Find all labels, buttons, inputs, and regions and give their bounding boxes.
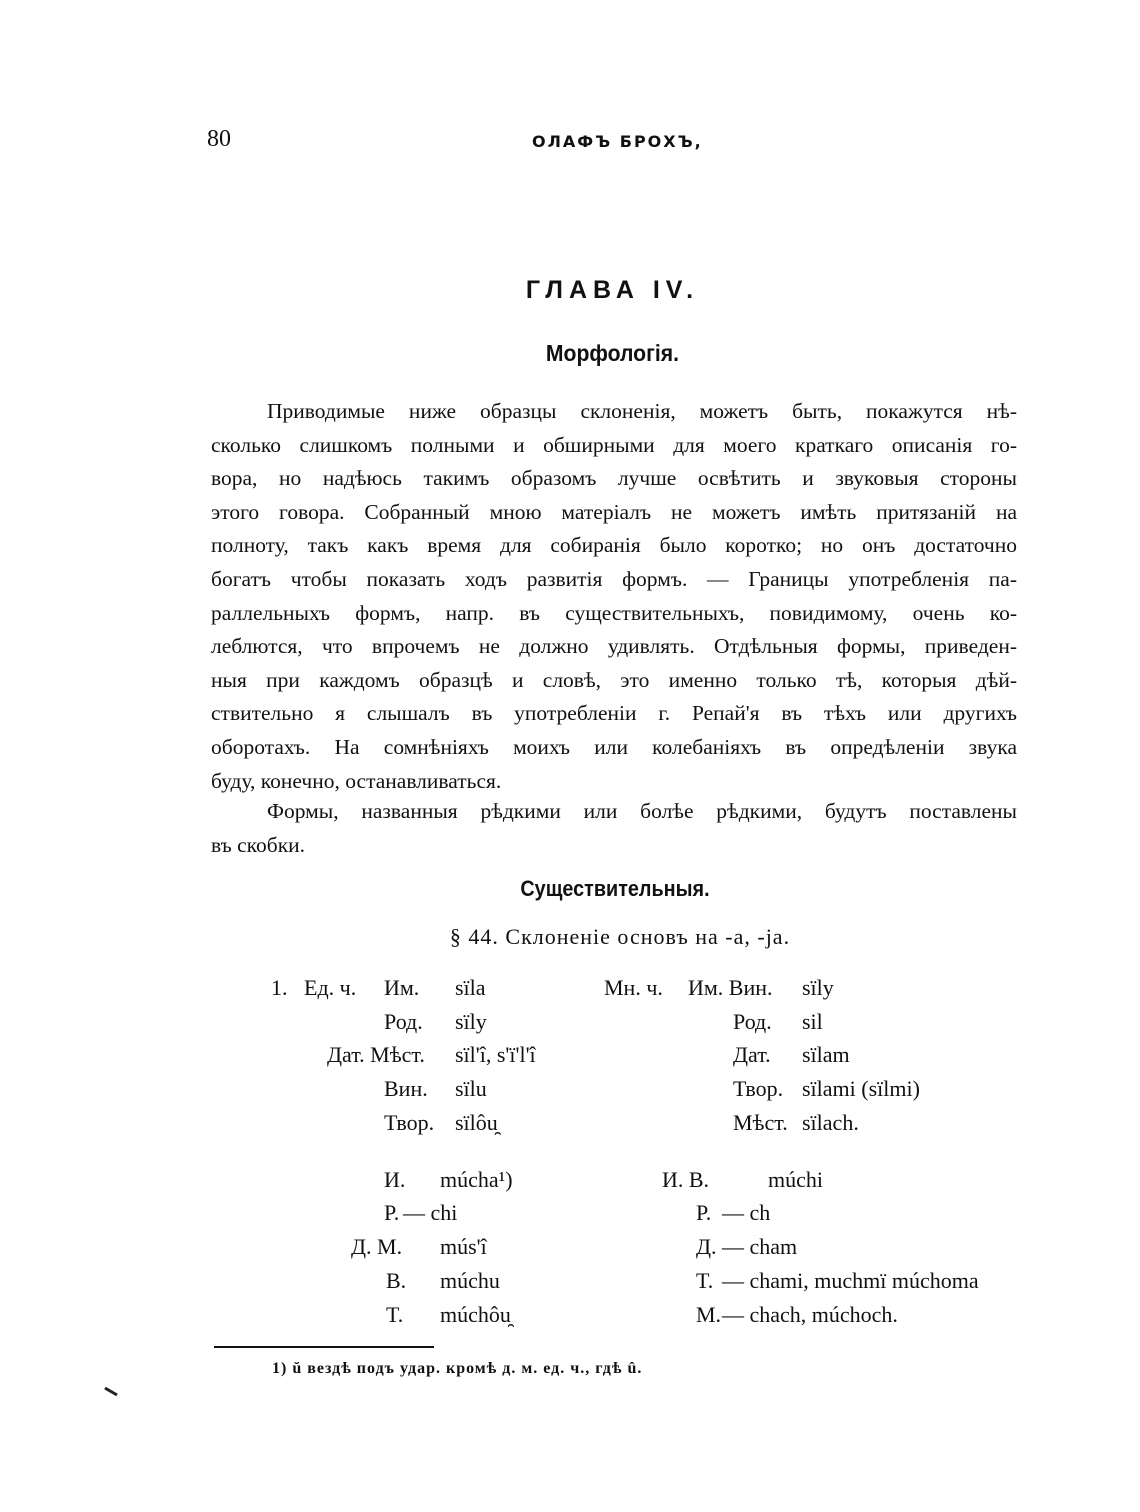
footnote: 1) ŭ вездѣ подъ удар. кромѣ д. м. ед. ч., гдѣ û. xyxy=(272,1360,643,1377)
word-form: múchôu̯ xyxy=(440,1302,511,1327)
running-head: ОЛАФЪ БРОХЪ, xyxy=(532,132,703,151)
case-label: Дат. xyxy=(733,1042,771,1067)
case-label: Вин. xyxy=(384,1076,428,1101)
text-line: буду, конечно, останавливаться. xyxy=(211,768,502,793)
word-form: — chami, muchmï múchoma xyxy=(722,1268,979,1293)
case-label: T. xyxy=(386,1302,404,1327)
text-line: раллельныхъ формъ, напр. въ существительныхъ, повидимому, очень ко- xyxy=(211,600,1017,625)
word-form: sïlu xyxy=(455,1076,487,1101)
footnote-rule xyxy=(214,1346,434,1348)
page-number: 80 xyxy=(207,126,231,152)
plural-label: Мн. ч. xyxy=(604,975,663,1000)
case-label: P. xyxy=(384,1200,400,1225)
text-line: полноту, такъ какъ время для собиранія было коротко; но онъ достаточно xyxy=(211,533,1017,558)
word-form: — chach, múchoch. xyxy=(722,1302,898,1327)
case-label: P. xyxy=(696,1200,712,1225)
text-line: ствительно я слышалъ въ употребленіи г. Репай'я въ тѣхъ или другихъ xyxy=(211,701,1017,726)
word-form: sïlach. xyxy=(802,1110,859,1135)
paradigm-number: 1. xyxy=(271,975,288,1000)
case-label: B. xyxy=(386,1268,407,1293)
word-form: sil xyxy=(802,1009,823,1034)
body-paragraph-1 xyxy=(211,395,1017,798)
word-form: múchi xyxy=(768,1167,823,1192)
case-label: Род. xyxy=(384,1009,423,1034)
case-label: Дат. Мѣст. xyxy=(327,1042,425,1067)
text-line: вора, но надѣюсь такимъ образомъ лучше освѣтить и звуковыя стороны xyxy=(211,466,1017,491)
chapter-subtitle: Морфологія. xyxy=(545,340,680,366)
word-form: sïly xyxy=(455,1009,487,1034)
text-line: Формы, названныя рѣдкими или болѣе рѣдкими, будутъ поставлены xyxy=(267,799,1017,823)
case-label: Твор. xyxy=(733,1076,784,1101)
text-line: оборотахъ. На сомнѣніяхъ моихъ или колебаніяхъ въ опредѣленіи звука xyxy=(211,734,1017,759)
word-form: — cham xyxy=(722,1234,798,1259)
case-label: Род. xyxy=(733,1009,772,1034)
text-line: сколько слишкомъ полными и обширными для моего краткаго описанія го- xyxy=(211,432,1017,457)
case-label: Д. М. xyxy=(351,1234,403,1259)
case-label: Д. xyxy=(696,1234,717,1259)
case-label: И. xyxy=(384,1167,406,1192)
case-label: Мѣст. xyxy=(733,1110,788,1135)
text-line: богатъ чтобы показать ходъ развитія формъ. — Границы употребленія па- xyxy=(211,566,1017,591)
word-form: sïlôu̯ xyxy=(455,1110,498,1135)
word-form: sïla xyxy=(455,975,486,1000)
word-form: sïlam xyxy=(802,1042,850,1067)
chapter-title: ГЛАВА IV. xyxy=(525,276,700,304)
word-form: sïly xyxy=(802,975,834,1000)
case-label: Им. Вин. xyxy=(688,975,773,1000)
text-line: леблются, что впрочемъ не должно удивлять. Отдѣльныя формы, приведен- xyxy=(211,634,1017,659)
word-form: sïl'î, s'ï'l'î xyxy=(455,1042,536,1067)
scan-speck xyxy=(104,1387,118,1397)
word-form: mús'î xyxy=(440,1234,487,1259)
case-label: Твор. xyxy=(384,1110,435,1135)
text-line: Приводимые ниже образцы склоненія, можетъ быть, покажутся нѣ- xyxy=(267,399,1017,423)
body-paragraph-2 xyxy=(211,795,1017,862)
case-label: M. xyxy=(696,1302,722,1327)
word-form: — ch xyxy=(722,1200,771,1225)
text-line: ныя при каждомъ образцѣ и словѣ, это именно только тѣ, которыя дѣй- xyxy=(211,667,1017,692)
word-form: múchu xyxy=(440,1268,500,1293)
word-form: múcha¹) xyxy=(440,1167,513,1192)
singular-label: Ед. ч. xyxy=(304,975,357,1000)
paragraph-title: § 44. Склоненіе основъ на -a, -ja. xyxy=(449,924,791,949)
case-label: Им. xyxy=(384,975,420,1000)
case-label: T. xyxy=(696,1268,714,1293)
section-heading: Существительныя. xyxy=(520,876,710,901)
text-line: этого говора. Собранный мною матеріалъ не можетъ имѣть притязаній на xyxy=(211,499,1017,524)
word-form: — chi xyxy=(403,1200,458,1225)
word-form: sïlami (sïlmi) xyxy=(802,1076,920,1101)
case-label: И. В. xyxy=(662,1167,710,1192)
text-line: въ скобки. xyxy=(211,832,306,857)
